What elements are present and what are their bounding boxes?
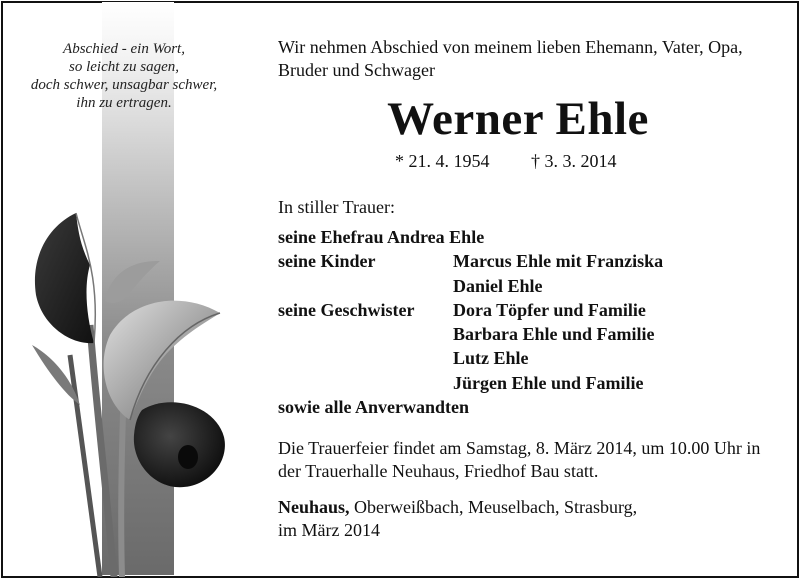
poem bbox=[14, 40, 234, 112]
notice-date: im März 2014 bbox=[278, 520, 380, 540]
mourner-relation: seine Ehefrau Andrea Ehle bbox=[278, 227, 485, 247]
calla-lily-image bbox=[10, 205, 250, 577]
poem-line: ihn zu ertragen. bbox=[76, 95, 172, 111]
mourner-relation: seine Kinder bbox=[278, 251, 376, 272]
birth-date: * 21. 4. 1954 bbox=[395, 151, 490, 171]
mourner-row bbox=[278, 298, 663, 322]
life-dates bbox=[395, 151, 617, 172]
poem-line: Abschied - ein Wort, bbox=[63, 41, 185, 57]
mourner-relation: seine Geschwister bbox=[278, 299, 415, 320]
mourner-person: Dora Töpfer und Familie bbox=[453, 299, 646, 320]
mourner-row bbox=[278, 371, 663, 395]
place-town: Neuhaus, bbox=[278, 497, 350, 517]
intro-text: Wir nehmen Abschied von meinem lieben Ehemann, Vater, Opa, Bruder und Schwager bbox=[278, 37, 743, 80]
mourner-relation bbox=[278, 371, 453, 395]
deceased-name: Werner Ehle bbox=[387, 93, 649, 145]
mourners-list bbox=[278, 225, 663, 419]
mourner-person: Lutz Ehle bbox=[453, 348, 529, 369]
mourner-row bbox=[278, 346, 663, 370]
mourner-relation: sowie alle Anverwandten bbox=[278, 397, 469, 418]
mourner-row bbox=[278, 395, 663, 419]
mourner-relation bbox=[278, 322, 453, 346]
mourning-label: In stiller Trauer: bbox=[278, 197, 395, 217]
ceremony-text: Die Trauerfeier findet am Samstag, 8. März 2014, um 10.00 Uhr in der Trauerhalle Neuhaus, Friedhof Bau statt. bbox=[278, 438, 761, 481]
mourner-relation bbox=[278, 274, 453, 298]
mourner-row bbox=[278, 249, 663, 273]
place-others: Oberweißbach, Meuselbach, Strasburg, bbox=[349, 497, 638, 517]
poem-line: doch schwer, unsagbar schwer, bbox=[30, 77, 218, 93]
mourner-relation bbox=[278, 346, 453, 370]
mourner-row bbox=[278, 225, 663, 249]
poem-line: so leicht zu sagen, bbox=[69, 59, 179, 75]
mourner-person: Barbara Ehle und Familie bbox=[453, 324, 655, 345]
death-date: † 3. 3. 2014 bbox=[531, 151, 617, 171]
mourner-row bbox=[278, 274, 663, 298]
mourner-row bbox=[278, 322, 663, 346]
mourner-person: Jürgen Ehle und Familie bbox=[453, 372, 644, 393]
mourner-person: Marcus Ehle mit Franziska bbox=[453, 251, 664, 272]
mourner-person: Daniel Ehle bbox=[453, 275, 543, 296]
place-date bbox=[278, 496, 778, 542]
